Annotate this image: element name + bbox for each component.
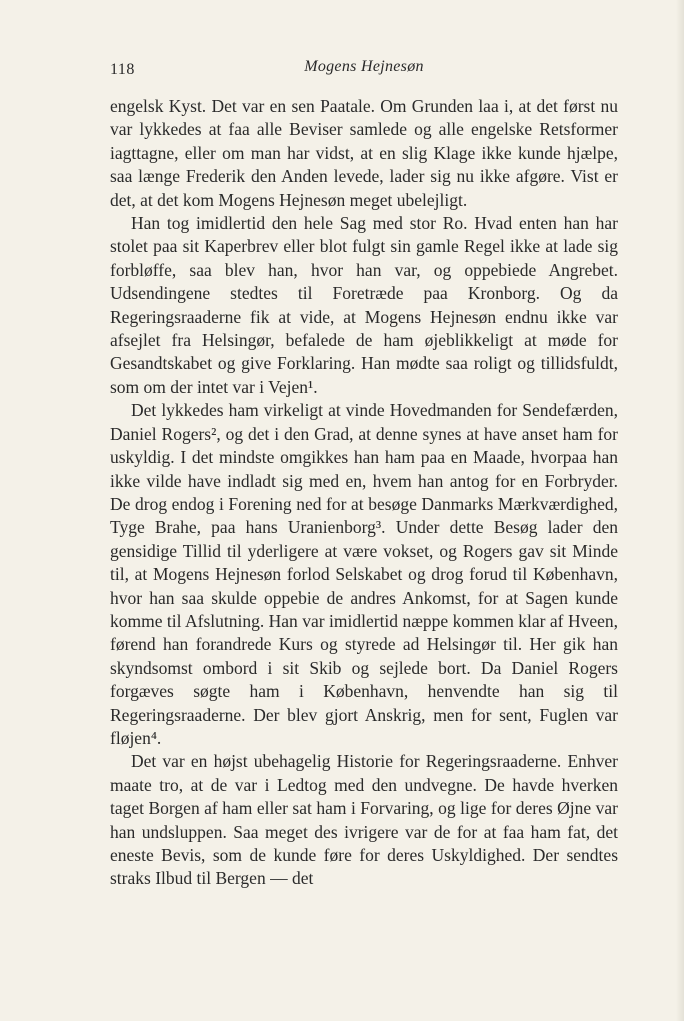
page-header [110,58,618,82]
paragraph-3: Det lykkedes ham virkeligt at vinde Hovedmanden for Sendefærden, Daniel Rogers², og det i den Grad, at denne synes at have anset ham for uskyldig. I det mindste omgikkes han ham paa en Maade, hvorpaa han ikke vilde have indladt sig med en, hvem han antog for en Forbryder. De drog endog i Forening ned for at besøge Danmarks Mærkværdighed, Tyge Brahe, paa hans Uranienborg³. Under dette Besøg lader den gensidige Tillid til yderligere at være vokset, og Rogers gav sit Minde til, at Mogens Hejnesøn forlod Selskabet og drog forud til København, hvor han saa skulde oppebie de andres Ankomst, for at Sagen kunde komme til Afslutning. Han var imidlertid næppe kommen klar af Hveen, førend han forandrede Kurs og styrede ad Helsingør til. Her gik han skyndsomst ombord i sit Skib og sejlede bort. Da Daniel Rogers forgæves søgte ham i København, henvendte han sig til Regeringsraaderne. Der blev gjort Anskrig, men for sent, Fuglen var fløjen⁴. [110,400,618,748]
paragraph-1: engelsk Kyst. Det var en sen Paatale. Om Grunden laa i, at det først nu var lykkedes at faa alle Beviser samlede og alle engelske Retsformer iagttagne, eller om man har vidst, at en slig Klage ikke kunde hjælpe, saa længe Frederik den Anden levede, lader sig nu ikke afgøre. Vist er det, at det kom Mogens Hejnesøn meget ubelejligt. [110,96,618,210]
page-edge-shadow [676,0,684,1021]
running-title: Mogens Hejnesøn [304,58,424,75]
paragraph-2: Han tog imidlertid den hele Sag med stor Ro. Hvad enten han har stolet paa sit Kaperbrev eller blot fulgt sin gamle Regel ikke at lade sig forbløffe, saa blev han, hvor han var, og oppebiede Angrebet. Udsendingene stedtes til Foretræde paa Kronborg. Og da Regeringsraaderne fik at vide, at Mogens Hejnesøn endnu ikke var afsejlet fra Helsingør, befalede de ham øjeblikkeligt at møde for Gesandtskabet og give Forklaring. Han mødte saa roligt og tillidsfuldt, som om der intet var i Vejen¹. [110,213,618,397]
body-text [110,95,618,891]
page-number: 118 [110,61,135,78]
paragraph-4: Det var en højst ubehagelig Historie for Regeringsraaderne. Enhver maate tro, at de var i Ledtog med den undvegne. De havde hverken taget Borgen af ham eller sat ham i Forvaring, og lige for deres Øjne var han undsluppen. Saa meget des ivrigere var de for at faa ham fat, det eneste Bevis, som de kunde føre for deres Uskyldighed. Der sendtes straks Ilbud til Bergen — det [110,751,618,889]
